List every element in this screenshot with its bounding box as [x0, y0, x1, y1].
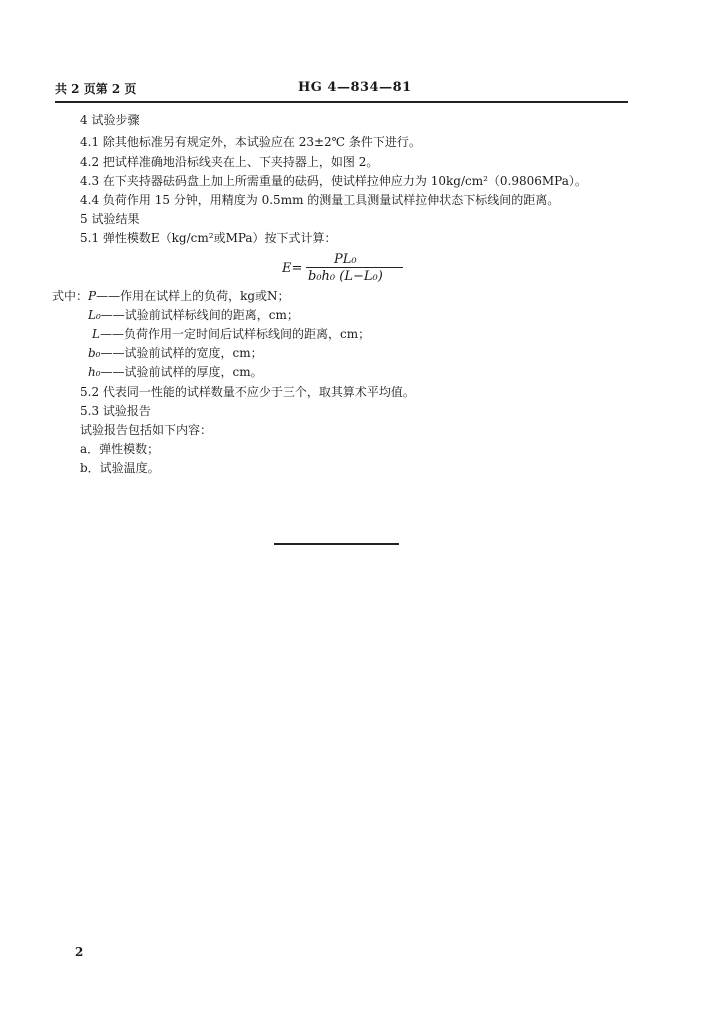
page-info: 共 2 页第 2 页	[55, 82, 137, 96]
definition-p-text: ——作用在试样上的负荷，kg或N；	[96, 289, 290, 303]
definition-b0	[88, 345, 263, 361]
definition-h0	[88, 364, 263, 380]
clause-5-3: 5.3 试验报告	[80, 404, 151, 418]
symbol-p: P	[88, 289, 97, 303]
report-item-b: b．试验温度。	[80, 461, 160, 475]
formula-denominator: b₀h₀ (L−L₀)	[308, 269, 383, 284]
symbol-b0: b₀	[88, 346, 101, 360]
report-item-a: a．弹性模数；	[80, 442, 160, 456]
clause-4-1: 4.1 除其他标准另有规定外，本试验应在 23±2℃ 条件下进行。	[80, 135, 421, 149]
definition-p	[52, 288, 290, 304]
where-label: 式中：	[52, 289, 89, 303]
symbol-h0: h₀	[88, 365, 101, 379]
page-number: 2	[75, 945, 84, 959]
section-5-title: 5 试验结果	[80, 212, 140, 226]
clause-4-3: 4.3 在下夹持器砝码盘上加上所需重量的砝码，使试样拉伸应力为 10kg/cm²（0.9806MPa）。	[80, 174, 587, 188]
formula-numerator: PL₀	[334, 252, 357, 267]
end-rule	[274, 543, 399, 545]
definition-l	[92, 326, 370, 342]
header-rule	[55, 101, 628, 103]
definition-l0-text: ——试验前试样标线间的距离，cm；	[100, 308, 299, 322]
clause-5-1: 5.1 弹性模数E（kg/cm²或MPa）按下式计算：	[80, 231, 337, 245]
standard-code: HG 4—834—81	[298, 80, 412, 95]
fraction-bar	[306, 267, 403, 268]
clause-4-2: 4.2 把试样准确地沿标线夹在上、下夹持器上，如图 2。	[80, 155, 379, 169]
definition-l-text: ——负荷作用一定时间后试样标线间的距离，cm；	[99, 327, 371, 341]
definition-b0-text: ——试验前试样的宽度，cm；	[100, 346, 263, 360]
report-intro: 试验报告包括如下内容：	[80, 423, 213, 437]
definition-h0-text: ——试验前试样的厚度，cm。	[100, 365, 263, 379]
formula-lhs: E=	[282, 261, 303, 276]
clause-4-4: 4.4 负荷作用 15 分钟，用精度为 0.5mm 的测量工具测量试样拉伸状态下标线间的距离。	[80, 193, 560, 207]
symbol-l: L	[92, 327, 100, 341]
symbol-l0: L₀	[88, 308, 101, 322]
section-4-title: 4 试验步骤	[80, 113, 140, 127]
definition-l0	[88, 307, 299, 323]
clause-5-2: 5.2 代表同一性能的试样数量不应少于三个，取其算术平均值。	[80, 385, 415, 399]
